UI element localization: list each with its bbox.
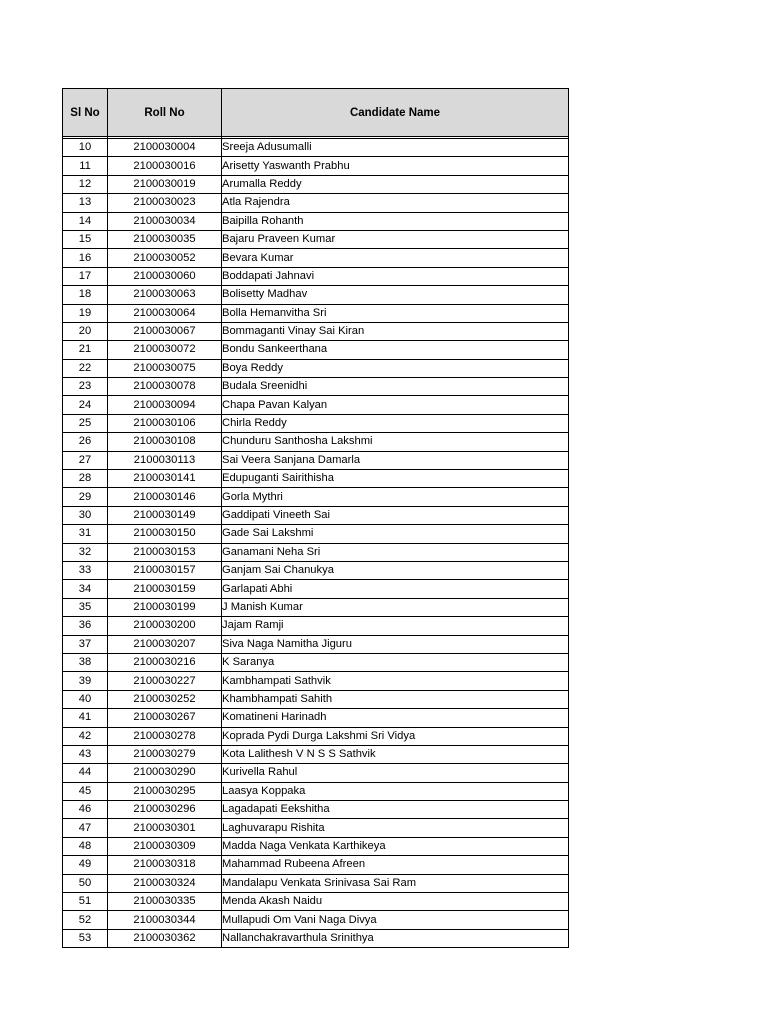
roll-no-cell: 2100030324 (108, 874, 222, 892)
table-row (63, 617, 569, 635)
roll-no-cell: 2100030199 (108, 598, 222, 616)
candidate-name-cell: Menda Akash Naidu (222, 893, 569, 911)
sl-no-cell: 20 (63, 322, 108, 340)
sl-no-cell: 13 (63, 194, 108, 212)
table-row (63, 929, 569, 947)
roll-no-cell: 2100030207 (108, 635, 222, 653)
table-row (63, 635, 569, 653)
sl-no-cell: 41 (63, 709, 108, 727)
table-row (63, 598, 569, 616)
table-row (63, 194, 569, 212)
sl-no-cell: 16 (63, 249, 108, 267)
roll-no-cell: 2100030019 (108, 175, 222, 193)
table-row (63, 139, 569, 157)
sl-no-cell: 24 (63, 396, 108, 414)
candidate-name-cell: Chunduru Santhosha Lakshmi (222, 433, 569, 451)
table-header (63, 89, 569, 137)
sl-no-cell: 35 (63, 598, 108, 616)
table-row (63, 470, 569, 488)
roll-no-cell: 2100030267 (108, 709, 222, 727)
sl-no-cell: 46 (63, 801, 108, 819)
header-sl-no: Sl No (63, 89, 108, 137)
roll-no-cell: 2100030200 (108, 617, 222, 635)
header-candidate-name: Candidate Name (222, 89, 569, 137)
sl-no-cell: 33 (63, 561, 108, 579)
roll-no-cell: 2100030159 (108, 580, 222, 598)
sl-no-cell: 26 (63, 433, 108, 451)
roll-no-cell: 2100030157 (108, 561, 222, 579)
roll-no-cell: 2100030067 (108, 322, 222, 340)
candidate-name-cell: Jajam Ramji (222, 617, 569, 635)
roll-no-cell: 2100030023 (108, 194, 222, 212)
roll-no-cell: 2100030106 (108, 414, 222, 432)
roll-no-cell: 2100030252 (108, 690, 222, 708)
sl-no-cell: 23 (63, 378, 108, 396)
table-row (63, 580, 569, 598)
table-row (63, 525, 569, 543)
candidate-name-cell: Kota Lalithesh V N S S Sathvik (222, 745, 569, 763)
candidate-name-cell: Bolla Hemanvitha Sri (222, 304, 569, 322)
sl-no-cell: 44 (63, 764, 108, 782)
roll-no-cell: 2100030075 (108, 359, 222, 377)
sl-no-cell: 29 (63, 488, 108, 506)
table-row (63, 856, 569, 874)
sl-no-cell: 14 (63, 212, 108, 230)
candidate-name-cell: Bondu Sankeerthana (222, 341, 569, 359)
table-row (63, 414, 569, 432)
table-row (63, 911, 569, 929)
table-row (63, 506, 569, 524)
sl-no-cell: 19 (63, 304, 108, 322)
roll-no-cell: 2100030296 (108, 801, 222, 819)
candidate-name-cell: Arumalla Reddy (222, 175, 569, 193)
sl-no-cell: 28 (63, 470, 108, 488)
table-row (63, 359, 569, 377)
candidate-name-cell: Arisetty Yaswanth Prabhu (222, 157, 569, 175)
sl-no-cell: 42 (63, 727, 108, 745)
candidate-name-cell: Budala Sreenidhi (222, 378, 569, 396)
roll-no-cell: 2100030004 (108, 139, 222, 157)
candidate-name-cell: Sai Veera Sanjana Damarla (222, 451, 569, 469)
table-row (63, 727, 569, 745)
sl-no-cell: 38 (63, 653, 108, 671)
candidate-table (62, 88, 569, 948)
roll-no-cell: 2100030362 (108, 929, 222, 947)
table-row (63, 378, 569, 396)
sl-no-cell: 32 (63, 543, 108, 561)
roll-no-cell: 2100030072 (108, 341, 222, 359)
candidate-name-cell: K Saranya (222, 653, 569, 671)
candidate-name-cell: Sreeja Adusumalli (222, 139, 569, 157)
candidate-name-cell: Boddapati Jahnavi (222, 267, 569, 285)
table-row (63, 837, 569, 855)
table-row (63, 874, 569, 892)
table-row (63, 893, 569, 911)
candidate-name-cell: Nallanchakravarthula Srinithya (222, 929, 569, 947)
sl-no-cell: 45 (63, 782, 108, 800)
sl-no-cell: 21 (63, 341, 108, 359)
roll-no-cell: 2100030094 (108, 396, 222, 414)
roll-no-cell: 2100030150 (108, 525, 222, 543)
roll-no-cell: 2100030216 (108, 653, 222, 671)
sl-no-cell: 30 (63, 506, 108, 524)
sl-no-cell: 34 (63, 580, 108, 598)
table-row (63, 212, 569, 230)
sl-no-cell: 47 (63, 819, 108, 837)
candidate-name-cell: Ganjam Sai Chanukya (222, 561, 569, 579)
roll-no-cell: 2100030146 (108, 488, 222, 506)
sl-no-cell: 53 (63, 929, 108, 947)
table-row (63, 690, 569, 708)
roll-no-cell: 2100030301 (108, 819, 222, 837)
candidate-name-cell: Baipilla Rohanth (222, 212, 569, 230)
roll-no-cell: 2100030052 (108, 249, 222, 267)
candidate-name-cell: Mahammad Rubeena Afreen (222, 856, 569, 874)
table-row (63, 249, 569, 267)
roll-no-cell: 2100030060 (108, 267, 222, 285)
table-row (63, 709, 569, 727)
sl-no-cell: 50 (63, 874, 108, 892)
table-row (63, 488, 569, 506)
table-row (63, 304, 569, 322)
sl-no-cell: 48 (63, 837, 108, 855)
roll-no-cell: 2100030227 (108, 672, 222, 690)
candidate-name-cell: Khambhampati Sahith (222, 690, 569, 708)
table-row (63, 653, 569, 671)
roll-no-cell: 2100030153 (108, 543, 222, 561)
header-roll-no: Roll No (108, 89, 222, 137)
candidate-name-cell: Madda Naga Venkata Karthikeya (222, 837, 569, 855)
roll-no-cell: 2100030278 (108, 727, 222, 745)
candidate-name-cell: Koprada Pydi Durga Lakshmi Sri Vidya (222, 727, 569, 745)
table-row (63, 451, 569, 469)
roll-no-cell: 2100030279 (108, 745, 222, 763)
roll-no-cell: 2100030108 (108, 433, 222, 451)
candidate-name-cell: Bajaru Praveen Kumar (222, 230, 569, 248)
table-row (63, 175, 569, 193)
candidate-name-cell: Laghuvarapu Rishita (222, 819, 569, 837)
sl-no-cell: 43 (63, 745, 108, 763)
table-row (63, 341, 569, 359)
table-row (63, 672, 569, 690)
table-row (63, 322, 569, 340)
roll-no-cell: 2100030034 (108, 212, 222, 230)
sl-no-cell: 10 (63, 139, 108, 157)
table-body (63, 137, 569, 948)
sl-no-cell: 31 (63, 525, 108, 543)
table-row (63, 764, 569, 782)
table-row (63, 561, 569, 579)
sl-no-cell: 49 (63, 856, 108, 874)
roll-no-cell: 2100030309 (108, 837, 222, 855)
candidate-name-cell: Chapa Pavan Kalyan (222, 396, 569, 414)
table-row (63, 433, 569, 451)
roll-no-cell: 2100030335 (108, 893, 222, 911)
table-row (63, 745, 569, 763)
roll-no-cell: 2100030064 (108, 304, 222, 322)
candidate-name-cell: Boya Reddy (222, 359, 569, 377)
candidate-name-cell: Kambhampati Sathvik (222, 672, 569, 690)
table-row (63, 157, 569, 175)
candidate-name-cell: Bevara Kumar (222, 249, 569, 267)
candidate-name-cell: Laasya Koppaka (222, 782, 569, 800)
table-row (63, 267, 569, 285)
sl-no-cell: 18 (63, 286, 108, 304)
sl-no-cell: 25 (63, 414, 108, 432)
candidate-name-cell: Gaddipati Vineeth Sai (222, 506, 569, 524)
sl-no-cell: 36 (63, 617, 108, 635)
candidate-name-cell: Edupuganti Sairithisha (222, 470, 569, 488)
roll-no-cell: 2100030141 (108, 470, 222, 488)
candidate-name-cell: Kurivella Rahul (222, 764, 569, 782)
table-row (63, 230, 569, 248)
sl-no-cell: 27 (63, 451, 108, 469)
header-row (63, 89, 569, 137)
candidate-name-cell: Gorla Mythri (222, 488, 569, 506)
sl-no-cell: 39 (63, 672, 108, 690)
table-row (63, 819, 569, 837)
candidate-name-cell: Mullapudi Om Vani Naga Divya (222, 911, 569, 929)
roll-no-cell: 2100030290 (108, 764, 222, 782)
roll-no-cell: 2100030149 (108, 506, 222, 524)
sl-no-cell: 17 (63, 267, 108, 285)
sl-no-cell: 37 (63, 635, 108, 653)
candidate-name-cell: Bolisetty Madhav (222, 286, 569, 304)
sl-no-cell: 15 (63, 230, 108, 248)
candidate-name-cell: Atla Rajendra (222, 194, 569, 212)
sl-no-cell: 12 (63, 175, 108, 193)
roll-no-cell: 2100030295 (108, 782, 222, 800)
candidate-name-cell: Chirla Reddy (222, 414, 569, 432)
table-row (63, 396, 569, 414)
candidate-name-cell: Siva Naga Namitha Jiguru (222, 635, 569, 653)
table-row (63, 801, 569, 819)
table-row (63, 782, 569, 800)
table-row (63, 286, 569, 304)
candidate-name-cell: Gade Sai Lakshmi (222, 525, 569, 543)
sl-no-cell: 40 (63, 690, 108, 708)
candidate-name-cell: J Manish Kumar (222, 598, 569, 616)
sl-no-cell: 51 (63, 893, 108, 911)
roll-no-cell: 2100030113 (108, 451, 222, 469)
candidate-name-cell: Garlapati Abhi (222, 580, 569, 598)
candidate-name-cell: Lagadapati Eekshitha (222, 801, 569, 819)
sl-no-cell: 22 (63, 359, 108, 377)
roll-no-cell: 2100030078 (108, 378, 222, 396)
roll-no-cell: 2100030035 (108, 230, 222, 248)
sl-no-cell: 52 (63, 911, 108, 929)
candidate-name-cell: Bommaganti Vinay Sai Kiran (222, 322, 569, 340)
table-row (63, 543, 569, 561)
candidate-name-cell: Ganamani Neha Sri (222, 543, 569, 561)
roll-no-cell: 2100030318 (108, 856, 222, 874)
roll-no-cell: 2100030344 (108, 911, 222, 929)
candidate-name-cell: Komatineni Harinadh (222, 709, 569, 727)
candidate-name-cell: Mandalapu Venkata Srinivasa Sai Ram (222, 874, 569, 892)
roll-no-cell: 2100030063 (108, 286, 222, 304)
roll-no-cell: 2100030016 (108, 157, 222, 175)
sl-no-cell: 11 (63, 157, 108, 175)
